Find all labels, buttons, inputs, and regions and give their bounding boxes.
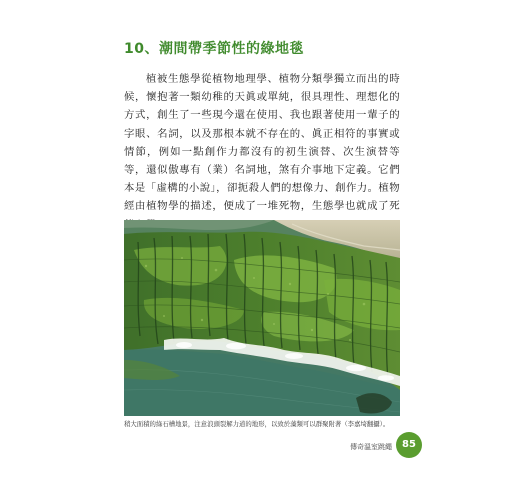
paragraph-1: 植被生態學從植物地理學、植物分類學獨立而出的時候，懷抱著一類幼稚的天眞或單純，很具理性、理想化的方式，創生了一些現今還在使用、我也跟著使用一輩子的字眼、名詞，以及那根本就不存在的、眞正相符的事實或情節，例如一點創作力都沒有的初生演替、次生演替等等，還似傲專有（業）名詞地，煞有介事地下定義。它們本是「虛構的小說」，卻扼殺人們的想像力、創作力。植物經由植物學的描述，便成了一堆死物，生態學也就成了死 — [124, 73, 400, 213]
section-title: 10、潮間帶季節性的綠地毯 — [124, 41, 304, 57]
page-number-badge: 85 — [396, 432, 422, 458]
figure-caption: 稍大面積的綠石槽地景，注意浪頭裂解力道的地形，以致於藻類可以群聚附著（李嘉埼翻攝）。 — [124, 420, 390, 428]
figure — [124, 220, 400, 416]
aerial-algae-photo — [124, 220, 400, 416]
running-footer-title: 傳奇溫室跳繩 — [350, 443, 392, 451]
